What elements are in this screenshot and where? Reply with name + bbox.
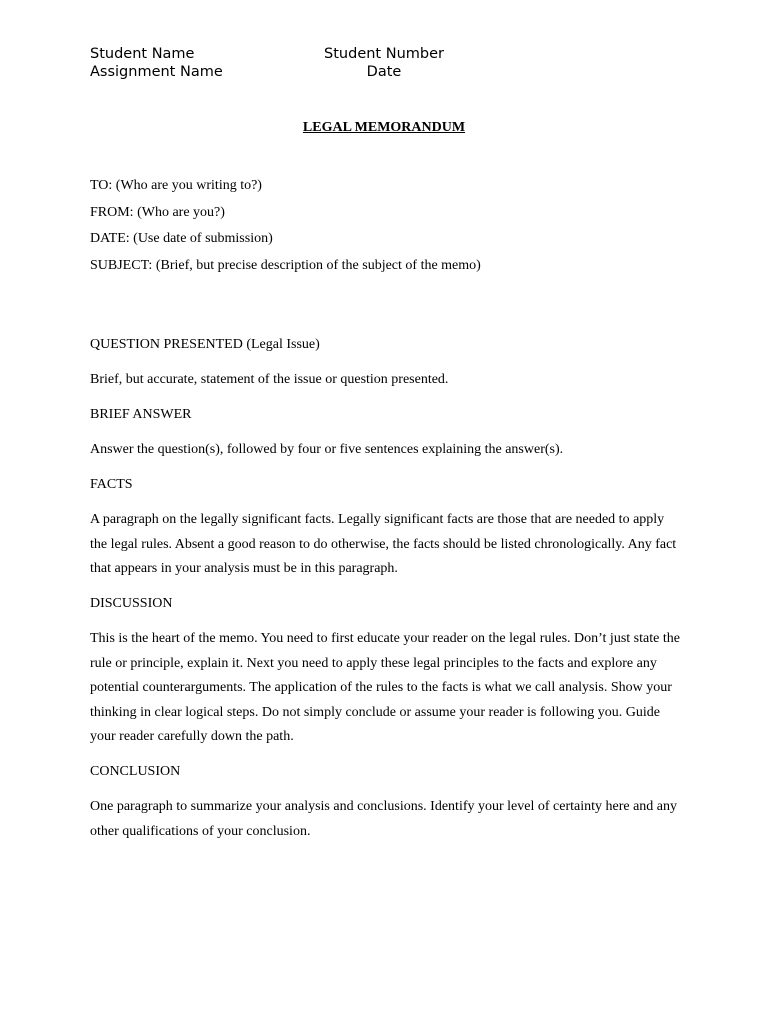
section-heading-question-presented: QUESTION PRESENTED (Legal Issue) (90, 337, 320, 352)
section-body-discussion: This is the heart of the memo. You need to first educate your reader on the legal rules. Don’t just state the rule or principle, explain it. Next you need to apply these legal principles to the facts and explore any potential counterarguments. The application of the rules to the facts is what we call analysis. Show your thinking in clear logical steps. Do not simply conclude or assume your reader is following you. Guide your reader carefully down the path. (90, 631, 680, 744)
date-label: Date (366, 64, 402, 80)
section-heading-conclusion: CONCLUSION (90, 764, 181, 779)
student-number-label: Student Number (324, 46, 444, 62)
student-name-label: Student Name (90, 46, 195, 62)
memo-from-line: FROM: (Who are you?) (90, 204, 225, 220)
assignment-name-label: Assignment Name (90, 64, 223, 80)
section-body-conclusion: One paragraph to summarize your analysis and conclusions. Identify your level of certainty here and any other qualifications of your conclusion. (90, 799, 678, 839)
memo-title: LEGAL MEMORANDUM (302, 120, 466, 135)
header-row-1 (90, 45, 510, 63)
header-row-2 (90, 63, 510, 81)
memo-header-block (90, 174, 680, 280)
section-body-facts: A paragraph on the legally significant facts. Legally significant facts are those that are needed to apply the legal rules. Absent a good reason to do otherwise, the facts should be listed chronologically. Any fact that appears in your analysis must be in this paragraph. (90, 512, 677, 576)
memo-to-line: TO: (Who are you writing to?) (90, 178, 262, 193)
section-body-brief-answer: Answer the question(s), followed by four or five sentences explaining the answer(s). (90, 442, 564, 457)
memo-sections (90, 333, 680, 855)
section-heading-brief-answer: BRIEF ANSWER (90, 407, 192, 422)
memo-date-line: DATE: (Use date of submission) (90, 231, 273, 246)
section-heading-discussion: DISCUSSION (90, 596, 173, 611)
section-body-question-presented: Brief, but accurate, statement of the issue or question presented. (90, 372, 449, 387)
document-header (90, 45, 510, 81)
memo-subject-line: SUBJECT: (Brief, but precise description of the subject of the memo) (90, 257, 481, 273)
section-heading-facts: FACTS (90, 477, 133, 492)
